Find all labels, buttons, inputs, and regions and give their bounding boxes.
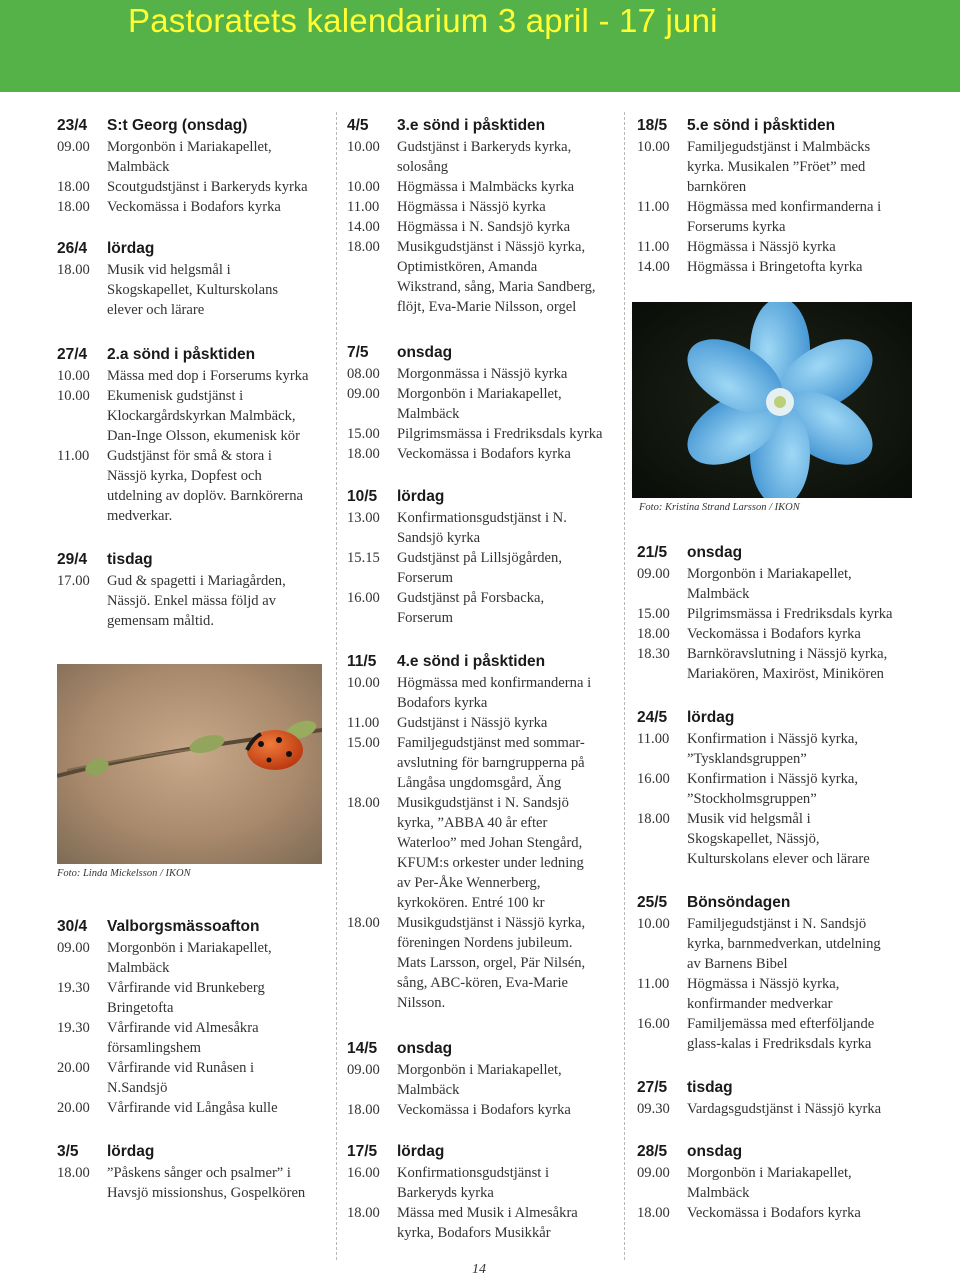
day-heading xyxy=(347,343,612,363)
event-item xyxy=(637,1203,907,1223)
day-date: 7/5 xyxy=(347,344,369,361)
event-item xyxy=(347,364,612,384)
event-time: 20.00 xyxy=(57,1060,90,1076)
event-item xyxy=(637,1014,907,1054)
event-item xyxy=(347,444,612,464)
event-item xyxy=(347,733,612,793)
event-time: 10.00 xyxy=(347,675,380,691)
event-description: Veckomässa i Bodafors kyrka xyxy=(107,199,281,215)
event-item xyxy=(347,588,612,628)
ladybug-image xyxy=(57,664,322,864)
day-date: 11/5 xyxy=(347,653,377,670)
event-time: 09.00 xyxy=(637,566,670,582)
event-description: Vårfirande vid Runåsen i N.Sandsjö xyxy=(107,1060,255,1096)
event-description: Högmässa i Bringetofta kyrka xyxy=(687,259,863,275)
event-description: Familjemässa med efterföljande glass-kalas i Fredriksdals kyrka xyxy=(687,1016,875,1052)
event-item xyxy=(637,914,907,974)
event-item xyxy=(347,197,612,217)
day-heading xyxy=(637,708,907,728)
day-section xyxy=(57,239,327,320)
day-label: 3.e sönd i påsktiden xyxy=(397,117,546,134)
event-item xyxy=(347,913,612,1013)
event-time: 09.00 xyxy=(347,1062,380,1078)
event-description: Barnköravslutning i Nässjö kyrka, Mariakören, Maxiröst, Minikören xyxy=(687,646,888,682)
event-description: Ekumenisk gudstjänst i Klockargårdskyrkan Malmbäck, Dan-Inge Olsson, ekumenisk kör xyxy=(107,388,300,444)
day-label: lördag xyxy=(397,1143,445,1160)
event-item xyxy=(637,624,907,644)
event-time: 09.30 xyxy=(637,1101,670,1117)
day-date: 23/4 xyxy=(57,117,88,134)
event-description: Veckomässa i Bodafors kyrka xyxy=(397,446,571,462)
event-description: Veckomässa i Bodafors kyrka xyxy=(397,1102,571,1118)
day-date: 21/5 xyxy=(637,544,668,561)
event-description: Mässa med Musik i Almesåkra kyrka, Bodafors Musikkår xyxy=(397,1205,578,1241)
day-section xyxy=(57,116,327,217)
day-heading xyxy=(57,116,327,136)
event-description: Veckomässa i Bodafors kyrka xyxy=(687,626,861,642)
event-time: 09.00 xyxy=(637,1165,670,1181)
day-section xyxy=(57,550,327,631)
page-number: 14 xyxy=(472,1262,486,1277)
event-time: 18.00 xyxy=(347,795,380,811)
event-time: 16.00 xyxy=(637,1016,670,1032)
event-description: Musikgudstjänst i Nässjö kyrka, Optimistkören, Amanda Wikstrand, sång, Maria Sandberg, flöjt, Eva-Marie Nilsson, orgel xyxy=(397,239,596,315)
page-title: Pastoratets kalendarium 3 april - 17 juni xyxy=(128,2,718,39)
day-heading xyxy=(347,487,612,507)
day-date: 25/5 xyxy=(637,894,668,911)
day-date: 14/5 xyxy=(347,1040,378,1057)
event-time: 09.00 xyxy=(57,940,90,956)
event-description: Konfirmation i Nässjö kyrka, ”Stockholmsgruppen” xyxy=(687,771,859,807)
event-time: 10.00 xyxy=(347,139,380,155)
event-item xyxy=(637,257,907,277)
day-label: lördag xyxy=(107,1143,155,1160)
column-divider xyxy=(336,112,337,1260)
event-description: Vardagsgudstjänst i Nässjö kyrka xyxy=(687,1101,882,1117)
event-description: Morgonbön i Mariakapellet, Malmbäck xyxy=(687,566,852,602)
day-section xyxy=(347,1039,612,1120)
event-item xyxy=(57,571,327,631)
event-time: 11.00 xyxy=(347,199,380,215)
event-description: Högmässa i Nässjö kyrka, konfirmander medverkar xyxy=(687,976,840,1012)
day-label: 4.e sönd i påsktiden xyxy=(397,653,546,670)
event-item xyxy=(347,217,612,237)
event-item xyxy=(637,974,907,1014)
event-time: 18.00 xyxy=(57,199,90,215)
event-item xyxy=(347,384,612,424)
photo-credit-flower: Foto: Kristina Strand Larsson / IKON xyxy=(639,502,800,513)
day-section xyxy=(57,917,327,1118)
day-heading xyxy=(57,345,327,365)
event-time: 18.30 xyxy=(637,646,670,662)
event-time: 10.00 xyxy=(57,388,90,404)
day-date: 24/5 xyxy=(637,709,668,726)
event-item xyxy=(637,1099,907,1119)
event-description: Morgonbön i Mariakapellet, Malmbäck xyxy=(397,386,562,422)
event-description: Scoutgudstjänst i Barkeryds kyrka xyxy=(107,179,308,195)
event-item xyxy=(57,260,327,320)
event-item xyxy=(57,1058,327,1098)
event-time: 11.00 xyxy=(637,976,670,992)
event-description: Morgonbön i Mariakapellet, Malmbäck xyxy=(107,139,272,175)
event-time: 18.00 xyxy=(57,262,90,278)
day-heading xyxy=(347,116,612,136)
event-time: 15.15 xyxy=(347,550,380,566)
day-date: 4/5 xyxy=(347,117,369,134)
day-section xyxy=(637,543,907,684)
day-date: 27/4 xyxy=(57,346,88,363)
day-label: Valborgsmässoafton xyxy=(107,918,260,935)
event-time: 08.00 xyxy=(347,366,380,382)
event-description: Mässa med dop i Forserums kyrka xyxy=(107,368,309,384)
event-time: 11.00 xyxy=(347,715,380,731)
event-item xyxy=(347,1100,612,1120)
event-item xyxy=(347,137,612,177)
day-section xyxy=(637,1142,907,1223)
event-item xyxy=(637,769,907,809)
day-heading xyxy=(637,1142,907,1162)
day-label: onsdag xyxy=(687,1143,743,1160)
event-item xyxy=(347,548,612,588)
day-label: onsdag xyxy=(397,1040,453,1057)
event-description: Morgonbön i Mariakapellet, Malmbäck xyxy=(687,1165,852,1201)
event-item xyxy=(57,177,327,197)
event-item xyxy=(57,366,327,386)
event-item xyxy=(347,424,612,444)
event-description: Högmässa med konfirmanderna i Forserums kyrka xyxy=(687,199,882,235)
event-item xyxy=(637,237,907,257)
event-time: 16.00 xyxy=(347,590,380,606)
day-section xyxy=(347,652,612,1013)
day-date: 26/4 xyxy=(57,240,88,257)
day-section xyxy=(637,1078,907,1119)
ladybug-photo xyxy=(57,664,322,864)
event-description: Konfirmationsgudstjänst i N. Sandsjö kyrka xyxy=(397,510,567,546)
event-description: Familjegudstjänst med sommar- avslutning för barngrupperna på Långåsa ungdomsgård, Äng xyxy=(397,735,585,791)
event-time: 18.00 xyxy=(347,446,380,462)
day-date: 29/4 xyxy=(57,551,88,568)
event-description: Musik vid helgsmål i Skogskapellet, Nässjö, Kulturskolans elever och lärare xyxy=(687,811,870,867)
day-section xyxy=(637,116,907,277)
event-description: Högmässa med konfirmanderna i Bodafors kyrka xyxy=(397,675,592,711)
day-section xyxy=(637,708,907,869)
day-label: lördag xyxy=(397,488,445,505)
event-time: 14.00 xyxy=(637,259,670,275)
event-time: 11.00 xyxy=(637,731,670,747)
event-item xyxy=(347,508,612,548)
event-time: 20.00 xyxy=(57,1100,90,1116)
day-label: onsdag xyxy=(397,344,453,361)
event-time: 18.00 xyxy=(347,239,380,255)
event-time: 09.00 xyxy=(57,139,90,155)
event-time: 18.00 xyxy=(57,1165,90,1181)
event-time: 18.00 xyxy=(57,179,90,195)
event-item xyxy=(637,729,907,769)
event-time: 09.00 xyxy=(347,386,380,402)
day-section xyxy=(57,1142,327,1203)
day-date: 30/4 xyxy=(57,918,88,935)
event-item xyxy=(57,137,327,177)
day-heading xyxy=(637,1078,907,1098)
event-time: 11.00 xyxy=(637,199,670,215)
event-description: Musikgudstjänst i Nässjö kyrka, föreningen Nordens jubileum. Mats Larsson, orgel, Pär Nilsén, sång, ABC-kören, Eva-Marie Nilsson. xyxy=(397,915,586,1011)
event-time: 16.00 xyxy=(637,771,670,787)
title-banner xyxy=(0,0,960,92)
event-time: 11.00 xyxy=(637,239,670,255)
event-time: 19.30 xyxy=(57,1020,90,1036)
event-item xyxy=(347,1060,612,1100)
day-label: onsdag xyxy=(687,544,743,561)
event-item xyxy=(57,197,327,217)
event-item xyxy=(637,1163,907,1203)
day-heading xyxy=(637,116,907,136)
event-time: 18.00 xyxy=(347,1102,380,1118)
event-description: Gudstjänst på Lillsjögården, Forserum xyxy=(397,550,562,586)
event-time: 18.00 xyxy=(637,811,670,827)
event-description: Pilgrimsmässa i Fredriksdals kyrka xyxy=(687,606,893,622)
event-time: 13.00 xyxy=(347,510,380,526)
event-description: Morgonmässa i Nässjö kyrka xyxy=(397,366,568,382)
day-label: S:t Georg (onsdag) xyxy=(107,117,248,134)
event-item xyxy=(57,978,327,1018)
day-section xyxy=(347,116,612,317)
event-description: Morgonbön i Mariakapellet, Malmbäck xyxy=(397,1062,562,1098)
event-time: 14.00 xyxy=(347,219,380,235)
day-heading xyxy=(347,1142,612,1162)
event-description: Gudstjänst i Barkeryds kyrka, solosång xyxy=(397,139,572,175)
event-time: 16.00 xyxy=(347,1165,380,1181)
event-time: 18.00 xyxy=(347,1205,380,1221)
day-heading xyxy=(637,543,907,563)
hepatica-flower-image xyxy=(632,302,912,498)
event-item xyxy=(637,137,907,197)
event-time: 10.00 xyxy=(347,179,380,195)
event-item xyxy=(57,1098,327,1118)
event-description: Musikgudstjänst i N. Sandsjö kyrka, ”ABBA 40 år efter Waterloo” med Johan Stengård, KFUM:s orkester under ledning av Per-Åke Wennerberg, kyrkokören. Entré 100 kr xyxy=(397,795,584,911)
day-section xyxy=(347,487,612,628)
column-divider xyxy=(624,112,625,1260)
day-label: 5.e sönd i påsktiden xyxy=(687,117,836,134)
event-time: 15.00 xyxy=(347,426,380,442)
event-description: Vårfirande vid Almesåkra församlingshem xyxy=(107,1020,259,1056)
event-description: Högmässa i Malmbäcks kyrka xyxy=(397,179,575,195)
day-heading xyxy=(347,652,612,672)
event-description: Vårfirande vid Långåsa kulle xyxy=(107,1100,278,1116)
event-item xyxy=(347,713,612,733)
day-heading xyxy=(637,893,907,913)
day-label: tisdag xyxy=(687,1079,733,1096)
event-item xyxy=(57,386,327,446)
event-description: Gudstjänst i Nässjö kyrka xyxy=(397,715,548,731)
event-time: 10.00 xyxy=(57,368,90,384)
event-time: 11.00 xyxy=(57,448,90,464)
event-item xyxy=(637,809,907,869)
event-time: 10.00 xyxy=(637,916,670,932)
day-heading xyxy=(57,550,327,570)
event-time: 18.00 xyxy=(637,626,670,642)
day-date: 27/5 xyxy=(637,1079,668,1096)
day-date: 10/5 xyxy=(347,488,378,505)
day-label: lördag xyxy=(687,709,735,726)
event-time: 15.00 xyxy=(347,735,380,751)
event-item xyxy=(637,604,907,624)
day-section xyxy=(57,345,327,526)
event-time: 18.00 xyxy=(347,915,380,931)
event-description: Högmässa i Nässjö kyrka xyxy=(397,199,546,215)
event-item xyxy=(57,938,327,978)
day-section xyxy=(347,1142,612,1243)
event-description: Familjegudstjänst i N. Sandsjö kyrka, barnmedverkan, utdelning av Barnens Bibel xyxy=(687,916,881,972)
event-item xyxy=(347,177,612,197)
event-item xyxy=(347,793,612,913)
event-description: Pilgrimsmässa i Fredriksdals kyrka xyxy=(397,426,603,442)
day-label: tisdag xyxy=(107,551,153,568)
day-heading xyxy=(347,1039,612,1059)
event-description: Högmässa i Nässjö kyrka xyxy=(687,239,836,255)
day-date: 17/5 xyxy=(347,1143,378,1160)
day-heading xyxy=(57,1142,327,1162)
event-description: Högmässa i N. Sandsjö kyrka xyxy=(397,219,571,235)
day-section xyxy=(637,893,907,1054)
day-heading xyxy=(57,917,327,937)
photo-credit-ladybug: Foto: Linda Mickelsson / IKON xyxy=(57,868,191,879)
day-section xyxy=(347,343,612,464)
event-time: 15.00 xyxy=(637,606,670,622)
event-description: Gud & spagetti i Mariagården, Nässjö. Enkel mässa följd av gemensam måltid. xyxy=(107,573,286,629)
event-description: Vårfirande vid Brunkeberg Bringetofta xyxy=(107,980,265,1016)
event-item xyxy=(57,1163,327,1203)
event-item xyxy=(637,564,907,604)
event-item xyxy=(347,237,612,317)
event-time: 19.30 xyxy=(57,980,90,996)
day-date: 3/5 xyxy=(57,1143,79,1160)
event-description: Morgonbön i Mariakapellet, Malmbäck xyxy=(107,940,272,976)
flower-photo xyxy=(632,302,912,498)
event-item xyxy=(57,1018,327,1058)
day-label: 2.a sönd i påsktiden xyxy=(107,346,256,363)
event-time: 18.00 xyxy=(637,1205,670,1221)
event-time: 10.00 xyxy=(637,139,670,155)
event-description: ”Påskens sånger och psalmer” i Havsjö missionshus, Gospelkören xyxy=(107,1165,306,1201)
day-date: 28/5 xyxy=(637,1143,668,1160)
day-label: lördag xyxy=(107,240,155,257)
event-description: Familjegudstjänst i Malmbäcks kyrka. Musikalen ”Fröet” med barnkören xyxy=(687,139,871,195)
event-description: Gudstjänst på Forsbacka, Forserum xyxy=(397,590,545,626)
event-description: Veckomässa i Bodafors kyrka xyxy=(687,1205,861,1221)
event-time: 17.00 xyxy=(57,573,90,589)
day-heading xyxy=(57,239,327,259)
event-description: Gudstjänst för små & stora i Nässjö kyrka, Dopfest och utdelning av doplöv. Barnkörerna medverkar. xyxy=(107,448,304,524)
event-item xyxy=(637,197,907,237)
day-date: 18/5 xyxy=(637,117,668,134)
day-label: Bönsöndagen xyxy=(687,894,791,911)
event-description: Konfirmationsgudstjänst i Barkeryds kyrka xyxy=(397,1165,550,1201)
event-description: Musik vid helgsmål i Skogskapellet, Kulturskolans elever och lärare xyxy=(107,262,279,318)
event-item xyxy=(347,673,612,713)
event-item xyxy=(637,644,907,684)
event-item xyxy=(57,446,327,526)
event-item xyxy=(347,1203,612,1243)
event-description: Konfirmation i Nässjö kyrka, ”Tysklandsgruppen” xyxy=(687,731,859,767)
event-item xyxy=(347,1163,612,1203)
